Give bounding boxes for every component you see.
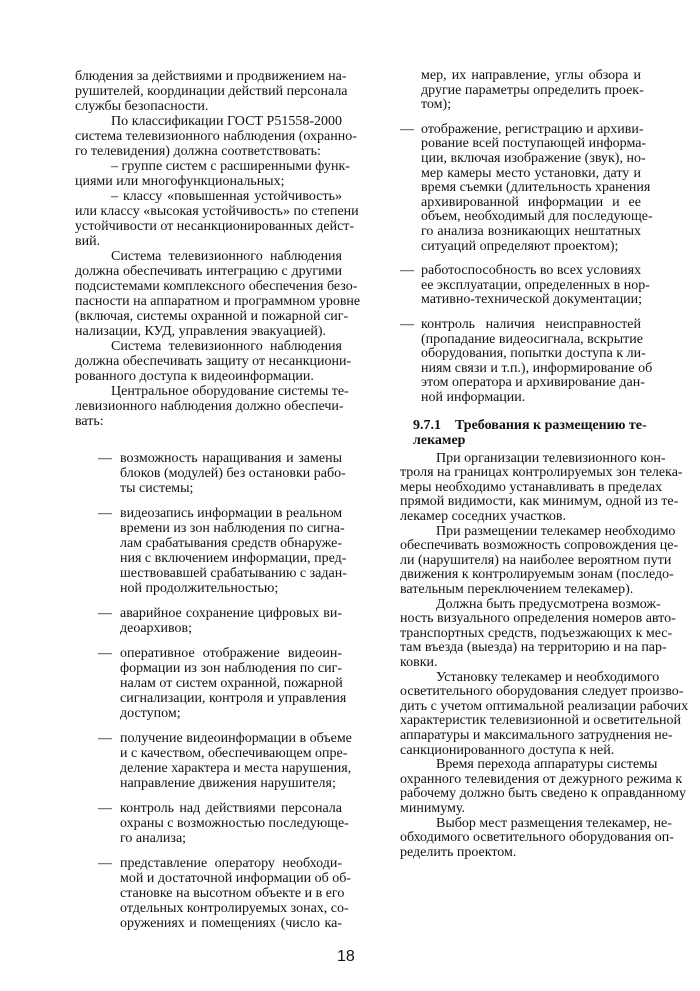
text-line: вий. xyxy=(75,234,101,249)
text-line: ниям связи и т.п.), информирование об xyxy=(421,360,653,376)
text-line: ной продолжительностью; xyxy=(120,581,279,596)
text-line: ной информации. xyxy=(421,389,526,405)
text-line: По классификации ГОСТ Р51558-2000 xyxy=(111,114,342,129)
text-line: устойчивости от несанкционированных дейст- xyxy=(75,219,355,234)
text-line: Время перехода аппаратуры системы xyxy=(436,757,658,773)
bullet-text xyxy=(421,121,653,254)
text-line: и с качеством, обеспечивающем опре- xyxy=(120,746,348,761)
bullet-item xyxy=(75,856,351,931)
text-line: ределить проектом. xyxy=(400,844,517,860)
text-line: дить с учетом оптимальной реализации рабочих xyxy=(400,698,689,714)
text-line: подсистемами комплексного обеспечения безо- xyxy=(75,279,358,294)
text-line: обеспечивать возможность сопровождения це- xyxy=(400,538,679,554)
text-line: там въезда (выезда) на территорию и на пар- xyxy=(400,640,667,656)
heading-line: лекамер xyxy=(413,433,466,449)
text-line: ситуаций определяют проектом); xyxy=(421,238,619,254)
text-line: мативно-технической документации; xyxy=(421,292,642,308)
text-line: система телевизионного наблюдения (охранно- xyxy=(75,129,357,144)
text-line: го анализа возникающих нештатных xyxy=(421,223,641,239)
paragraph xyxy=(75,114,357,159)
text-line: ность визуального определения номеров авто- xyxy=(400,611,676,627)
bullet-text xyxy=(421,68,644,113)
text-line: нализации, КУД, управления эвакуацией). xyxy=(75,324,327,339)
text-line: аварийное сохранение цифровых ви- xyxy=(120,606,342,621)
text-line: – группе систем с расширенными функ- xyxy=(111,159,350,174)
text-line: рабочему должно быть сведено к оправданному xyxy=(400,786,686,802)
text-line: контроль наличия неисправностей xyxy=(421,316,641,332)
text-line: оружениях и помещениях (число ка- xyxy=(120,916,342,931)
text-line: формации из зон наблюдения по сиг- xyxy=(120,661,342,676)
text-line: мой и достаточной информации об об- xyxy=(120,871,351,886)
text-line: рование всей поступающей информа- xyxy=(421,136,647,152)
text-line: налам от систем охранной, пожарной xyxy=(120,676,343,691)
text-line: Система телевизионного наблюдения xyxy=(111,339,342,354)
text-line: охраны с возможностью последующе- xyxy=(120,816,349,831)
text-line: или классу «высокая устойчивость» по степени xyxy=(75,204,359,219)
text-line: блюдения за действиями и продвижением на- xyxy=(75,69,347,84)
text-line: При размещении телекамер необходимо xyxy=(436,523,676,539)
text-line: получение видеоинформации в объеме xyxy=(120,731,352,746)
bullet-dash: — xyxy=(98,606,112,621)
page-number: 18 xyxy=(337,948,355,965)
text-line: вательным переключением телекамер). xyxy=(400,582,634,597)
text-line: работоспособность во всех условиях xyxy=(421,263,642,279)
text-line: осветительного оборудования следует произво- xyxy=(400,684,684,700)
text-line: циями или многофункциональных; xyxy=(75,174,285,189)
text-line: блоков (модулей) без остановки рабо- xyxy=(120,466,346,481)
text-line: направление движения нарушителя; xyxy=(120,776,336,791)
text-line: ее эксплуатации, определенных в нор- xyxy=(421,277,650,293)
section-heading xyxy=(400,418,647,449)
text-line: санкционированного доступа к ней. xyxy=(400,742,615,758)
text-line: том); xyxy=(421,97,452,113)
text-line: Система телевизионного наблюдения xyxy=(111,249,342,264)
text-line: меры необходимо устанавливать в пределах xyxy=(400,479,663,495)
paragraph xyxy=(75,159,350,189)
text-line: минимуму. xyxy=(400,800,465,816)
bullet-item xyxy=(75,506,347,596)
bullet-dash: — xyxy=(98,801,112,816)
bullet-text xyxy=(120,606,342,636)
text-line: обходимого осветительного оборудования оп- xyxy=(400,830,674,846)
text-line: возможность наращивания и замены xyxy=(120,451,342,466)
text-line: видеозапись информации в реальном xyxy=(120,506,343,521)
section-number: 9.7.1 xyxy=(413,418,441,434)
text-line: ния с включением информации, пред- xyxy=(120,551,347,566)
text-line: лам срабатывания средств обнаруже- xyxy=(120,536,342,551)
text-line: охранного телевидения от дежурного режима к xyxy=(400,771,683,787)
text-line: аппаратуры и максимального затруднения не- xyxy=(400,727,673,743)
text-line: время съемки (длительность хранения xyxy=(421,180,651,196)
text-line: доступом; xyxy=(120,706,181,721)
bullet-text xyxy=(120,646,347,721)
text-line: деоархивов; xyxy=(120,621,193,636)
text-line: архивированной информации и ее xyxy=(421,194,641,210)
text-line: При организации телевизионного кон- xyxy=(436,450,666,466)
text-line: ты системы; xyxy=(120,481,194,496)
bullet-dash: — xyxy=(98,451,112,466)
bullet-text xyxy=(120,801,349,846)
text-line: ли (нарушителя) на наиболее вероятном пути xyxy=(400,552,672,568)
bullet-dash: — xyxy=(98,506,112,521)
bullet-item xyxy=(400,121,653,254)
bullet-text xyxy=(421,316,653,406)
text-line: оборудования, попытки доступа к ли- xyxy=(421,346,646,362)
text-line: должна обеспечивать интеграцию с другими xyxy=(75,264,342,279)
paragraph xyxy=(400,523,679,598)
text-line: Должна быть предусмотрена возмож- xyxy=(436,596,661,612)
paragraph xyxy=(75,249,361,339)
bullet-item xyxy=(400,316,653,406)
text-line: Установку телекамер и необходимого xyxy=(436,669,660,685)
bullet-dash: — xyxy=(98,646,112,661)
text-line: рованного доступа к видеоинформации. xyxy=(75,369,314,384)
text-line: – классу «повышенная устойчивость» xyxy=(111,189,342,204)
text-line: лекамер соседних участков. xyxy=(400,509,566,525)
text-line: Центральное оборудование системы те- xyxy=(111,384,349,399)
paragraph xyxy=(75,69,348,114)
text-line: сигнализации, контроля и управления xyxy=(120,691,347,706)
paragraph xyxy=(75,384,349,429)
text-line: объем, необходимый для последующе- xyxy=(421,209,653,225)
text-line: характеристик телевизионной и осветительной xyxy=(400,713,682,729)
text-line: пасности на аппаратном и программном уровне xyxy=(75,294,361,309)
bullet-text xyxy=(120,856,351,931)
text-line: го анализа; xyxy=(120,831,187,846)
text-line: левизионного наблюдения должно обеспечи- xyxy=(75,399,344,414)
bullet-item xyxy=(75,731,352,791)
text-line: контроль над действиями персонала xyxy=(120,801,342,816)
text-line: троля на границах контролируемых зон телека- xyxy=(400,465,683,481)
bullet-item xyxy=(75,451,346,496)
text-line: становке на высотном объекте и в его xyxy=(120,886,345,901)
paragraph xyxy=(75,339,352,384)
text-line: деление характера и места нарушения, xyxy=(120,761,352,776)
text-line: движения к контролируемым зонам (последо- xyxy=(400,567,674,583)
paragraph xyxy=(400,669,689,759)
paragraph xyxy=(400,757,686,816)
text-line: шествовавшей срабатыванию с задан- xyxy=(120,566,347,581)
text-line: должна обеспечивать защиту от несанкциони- xyxy=(75,354,352,369)
text-line: ковки. xyxy=(400,654,438,670)
text-line: отдельных контролируемых зонах, со- xyxy=(120,901,349,916)
bullet-text xyxy=(421,263,650,308)
bullet-item xyxy=(400,263,650,308)
text-line: представление оператору необходи- xyxy=(120,856,342,871)
paragraph xyxy=(400,815,674,861)
right-column xyxy=(400,68,689,860)
text-line: другие параметры определить проек- xyxy=(421,82,644,98)
text-line: (включая, системы охранной и пожарной сиг- xyxy=(75,309,349,324)
text-line: ции, включая изображение (звук), но- xyxy=(421,150,646,166)
bullet-text xyxy=(120,506,347,596)
text-line: времени из зон наблюдения по сигна- xyxy=(120,521,345,536)
bullet-dash: — xyxy=(98,856,112,871)
bullet-dash: — xyxy=(400,316,414,332)
bullet-item xyxy=(400,68,644,113)
text-line: рушителей, координации действий персонала xyxy=(75,84,348,99)
text-line: прямой видимости, как минимум, одной из те- xyxy=(400,494,679,510)
heading-line: Требования к размещению те- xyxy=(455,418,647,434)
text-line: мер, их направление, углы обзора и xyxy=(421,68,641,83)
bullet-dash: — xyxy=(400,263,414,279)
paragraph xyxy=(400,450,683,525)
bullet-dash: — xyxy=(400,121,414,137)
text-line: го телевидения) должна соответствовать: xyxy=(75,144,321,159)
paragraph xyxy=(75,189,359,249)
bullet-item xyxy=(75,606,342,636)
text-line: службы безопасности. xyxy=(75,99,209,114)
text-line: вать: xyxy=(75,414,104,429)
text-line: (пропадание видеосигнала, вскрытие xyxy=(421,331,643,347)
text-line: оперативное отображение видеоин- xyxy=(120,646,342,661)
left-column xyxy=(75,69,361,931)
bullet-text xyxy=(120,451,346,496)
bullet-item xyxy=(75,646,347,721)
text-line: отображение, регистрацию и архиви- xyxy=(421,121,644,137)
text-line: мер камеры место установки, дату и xyxy=(421,165,641,181)
bullet-dash: — xyxy=(98,731,112,746)
bullet-text xyxy=(120,731,352,791)
text-line: этом оператора и архивирование дан- xyxy=(421,375,645,391)
text-line: транспортных средств, подъезжающих к мес- xyxy=(400,625,673,641)
paragraph xyxy=(400,596,676,671)
text-line: Выбор мест размещения телекамер, не- xyxy=(436,815,672,831)
bullet-item xyxy=(75,801,349,846)
